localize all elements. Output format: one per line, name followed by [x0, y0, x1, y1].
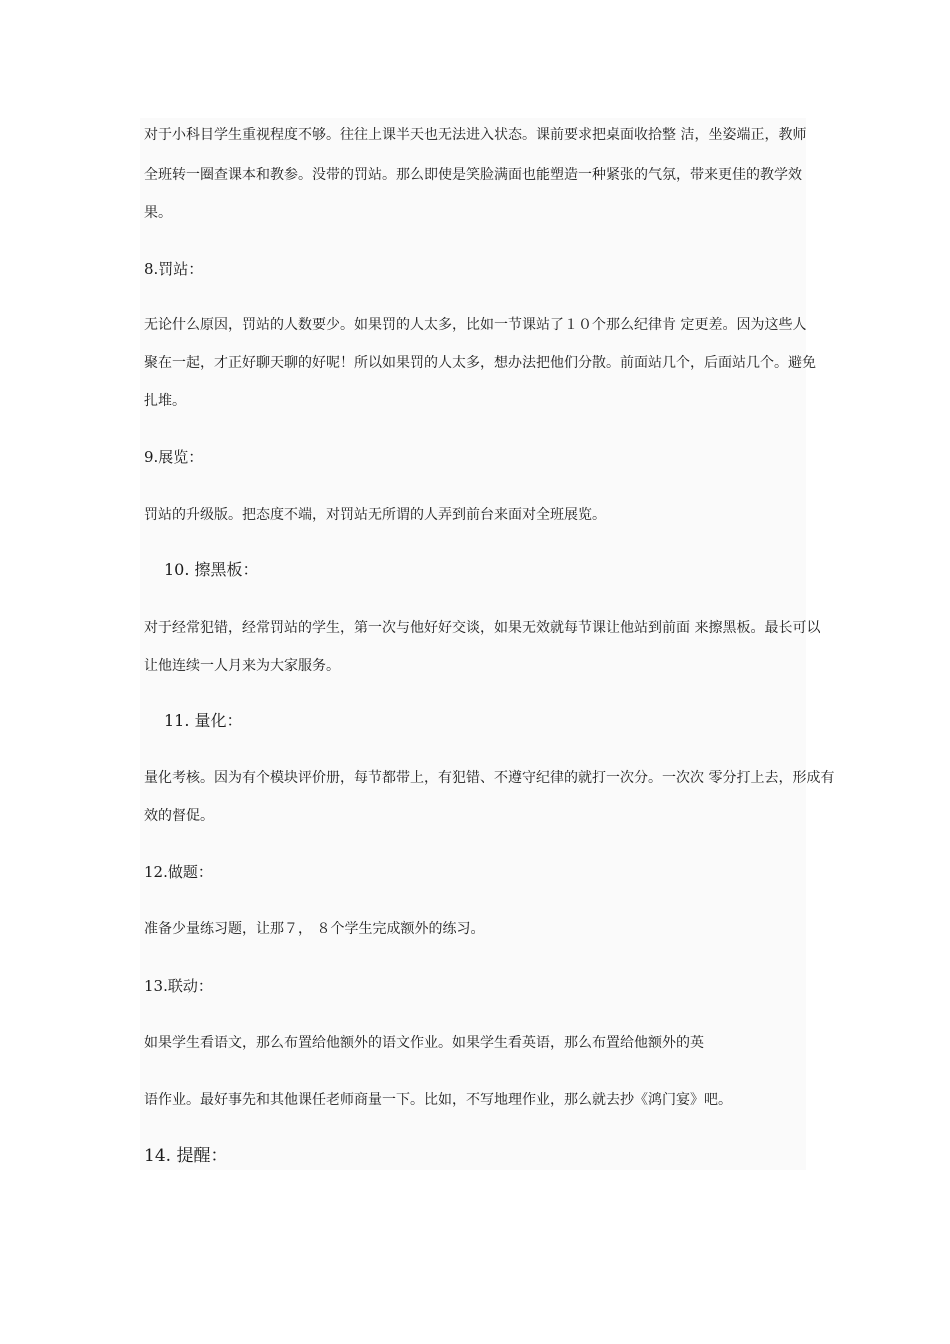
section-heading: 10. 擦黑板：	[164, 560, 259, 579]
paragraph-line: 让他连续一人月来为大家服务。	[144, 658, 340, 674]
section-heading: 8.罚站：	[144, 260, 204, 278]
paragraph-line: 全班转一圈查课本和教参。没带的罚站。那么即使是笑脸满面也能塑造一种紧张的气氛，带来更佳的教学效	[144, 167, 802, 183]
paragraph-line: 果。	[144, 205, 172, 221]
paragraph-line: 对于小科目学生重视程度不够。往往上课半天也无法进入状态。课前要求把桌面收拾整 洁，坐姿端正，教师	[144, 127, 807, 143]
paragraph-line: 扎堆。	[144, 393, 186, 409]
paragraph-line: 无论什么原因，罚站的人数要少。如果罚的人太多，比如一节课站了１０个那么纪律肯 定更差。因为这些人	[144, 317, 807, 333]
paragraph-line: 罚站的升级版。把态度不端，对罚站无所谓的人弄到前台来面对全班展览。	[144, 507, 606, 523]
section-heading: 9.展览：	[144, 448, 204, 466]
section-heading: 13.联动：	[144, 977, 213, 995]
section-heading: 14. 提醒：	[144, 1146, 228, 1166]
paragraph-line: 准备少量练习题，让那７， ８个学生完成额外的练习。	[144, 921, 485, 937]
paragraph-line: 语作业。最好事先和其他课任老师商量一下。比如，不写地理作业，那么就去抄《鸿门宴》吧。	[144, 1092, 732, 1108]
paragraph-line: 对于经常犯错，经常罚站的学生，第一次与他好好交谈，如果无效就每节课让他站到前面 来擦黑板。最长可以	[144, 620, 821, 636]
paragraph-line: 如果学生看语文，那么布置给他额外的语文作业。如果学生看英语，那么布置给他额外的英	[144, 1035, 704, 1051]
paragraph-line: 量化考核。因为有个模块评价册，每节都带上，有犯错、不遵守纪律的就打一次分。一次次 零分打上去，形成有	[144, 770, 835, 786]
paragraph-line: 聚在一起，才正好聊天聊的好呢！所以如果罚的人太多，想办法把他们分散。前面站几个，后面站几个。避免	[144, 355, 816, 371]
section-heading: 12.做题：	[144, 863, 213, 881]
paragraph-line: 效的督促。	[144, 808, 214, 824]
content-area	[140, 118, 806, 1170]
section-heading: 11. 量化：	[164, 711, 243, 730]
